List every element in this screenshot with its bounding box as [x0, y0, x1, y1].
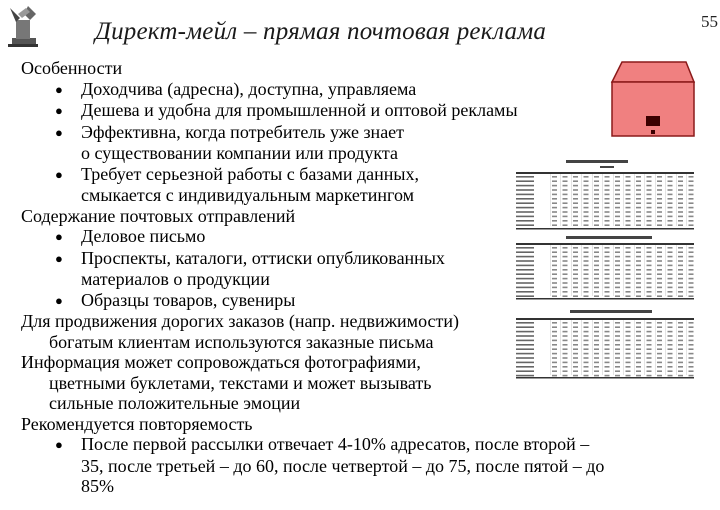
- list-item-continuation: 35, после третьей – до 60, после четвертой – до 75, после пятой – до: [81, 455, 605, 476]
- bullet-icon: ●: [55, 229, 63, 244]
- paragraph-line: сильные положительные эмоции: [49, 393, 301, 413]
- paragraph-line: Информация может сопровождаться фотографиями,: [21, 352, 421, 372]
- paragraph-line: Для продвижения дорогих заказов (напр. недвижимости): [21, 311, 459, 331]
- paragraph-line: цветными буклетами, текстами и может вызывать: [49, 372, 432, 393]
- paragraph-line: богатым клиентам используются заказные письма: [49, 331, 434, 352]
- bullet-icon: ●: [55, 292, 63, 308]
- emblem-icon: [6, 4, 40, 48]
- list-item: ● Эффективна, когда потребитель уже знает: [55, 121, 405, 142]
- bullet-icon: ●: [55, 103, 63, 118]
- bullet-icon: ●: [55, 81, 63, 97]
- statistics-tables-image: [516, 158, 694, 380]
- bullet-icon: ●: [55, 166, 63, 182]
- list-item: ● Проспекты, каталоги, оттиски опубликованных: [55, 247, 445, 268]
- list-item-continuation: смыкается с индивидуальным маркетингом: [81, 185, 414, 205]
- list-item: ● Образцы товаров, сувениры: [55, 289, 296, 310]
- page-title: Директ-мейл – прямая почтовая реклама: [95, 18, 547, 45]
- features-heading: Особенности: [21, 58, 123, 78]
- mailbox-icon: [610, 60, 696, 138]
- bullet-icon: ●: [55, 437, 63, 452]
- list-item-continuation: материалов о продукции: [81, 269, 270, 289]
- list-item: ● Доходчива (адресна), доступна, управляема: [55, 78, 417, 99]
- list-item-continuation: о существовании компании или продукта: [81, 143, 398, 163]
- list-item-continuation: 85%: [81, 476, 114, 496]
- list-item: ● Требует серьезной работы с базами данных,: [55, 163, 420, 184]
- recommend-heading: Рекомендуется повторяемость: [21, 413, 253, 434]
- list-item: ● Дешева и удобна для промышленной и оптовой рекламы: [55, 100, 518, 120]
- contents-heading: Содержание почтовых отправлений: [21, 205, 296, 226]
- bullet-icon: ●: [55, 250, 63, 266]
- list-item: ● После первой рассылки отвечает 4-10% адресатов, после второй –: [55, 434, 590, 454]
- page-number: 55: [701, 12, 718, 31]
- list-item: ● Деловое письмо: [55, 226, 206, 246]
- bullet-icon: ●: [55, 124, 63, 140]
